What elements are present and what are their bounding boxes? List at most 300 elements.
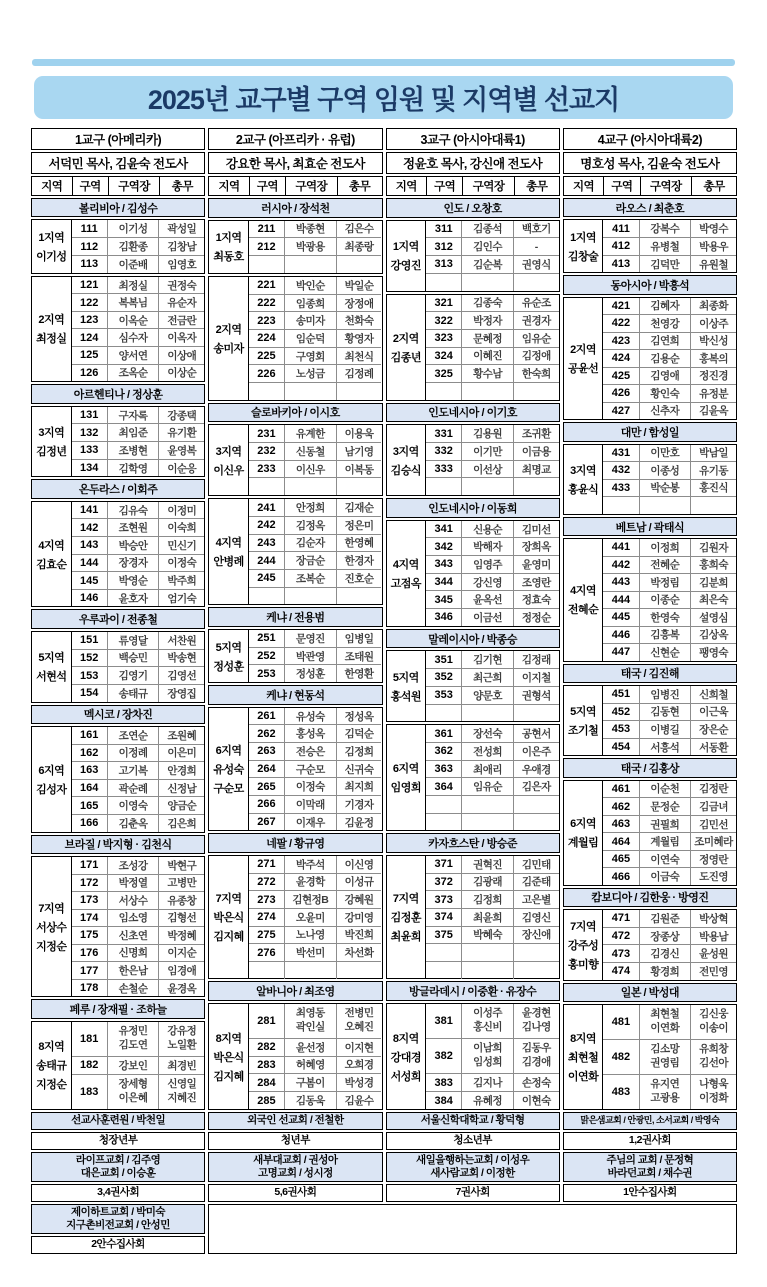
district-staff: 명호성 목사, 김윤숙 전도사 [563, 152, 737, 174]
region-label [209, 1004, 249, 1109]
zone-secretary-cell: 정진경 [699, 370, 729, 383]
cell-line: 유희창 [699, 1043, 729, 1056]
zone-number-cell: 133 [72, 442, 108, 459]
column-header-row [31, 176, 205, 196]
zone-leader-cell: 이선상 [462, 461, 514, 478]
zone-number-cell: 444 [603, 592, 639, 608]
zone-row [72, 926, 205, 944]
zone-row [249, 329, 382, 347]
region-label-line: 김정훈 [390, 912, 421, 925]
zone-row [603, 479, 736, 497]
zone-leader-cell: 구봄이 [285, 1074, 337, 1091]
region-rows [72, 502, 205, 607]
zone-row [249, 551, 382, 569]
cell-line: 홍신비 [473, 1021, 503, 1033]
footer-church-row [563, 1152, 737, 1182]
region-label-line: 김성자 [36, 783, 67, 796]
zone-secretary-cell: 백호기 [521, 223, 551, 236]
zone-row [426, 477, 559, 495]
zone-secretary-cell: 최경빈 [167, 1059, 197, 1072]
zone-secretary-cell: 진호순 [344, 572, 374, 585]
zone-secretary-cell [514, 478, 559, 495]
zone-row [426, 725, 559, 742]
region-label-line: 서현석 [36, 671, 67, 684]
zone-number-cell: 342 [426, 538, 462, 555]
cell-line: 강유정 [167, 1025, 197, 1038]
footer-line: 2안수집사회 [91, 1238, 145, 1251]
zone-leader-cell: 강보인 [108, 1057, 160, 1074]
zone-leader-cell [462, 796, 514, 813]
zone-secretary-cell: 장정애 [344, 297, 374, 310]
zone-secretary-cell: 오희경 [344, 1059, 374, 1072]
zone-row [603, 781, 736, 798]
column-header-row [563, 176, 737, 196]
cell-line: 윤경현 [521, 1007, 551, 1020]
zone-number-cell [426, 383, 462, 400]
zone-row [426, 651, 559, 668]
zone-row [426, 329, 559, 347]
zone-secretary-cell: 이용욱 [344, 428, 374, 441]
bottom-empty-box [208, 1204, 737, 1254]
zone-secretary-cell: 박주희 [167, 575, 197, 588]
zone-row [426, 382, 559, 400]
zone-number-cell: 172 [72, 875, 108, 892]
zone-row [426, 890, 559, 908]
zone-row [426, 590, 559, 608]
zone-row [72, 423, 205, 441]
zone-secretary-cell [514, 705, 559, 722]
zone-leader-cell: 이금숙 [640, 868, 692, 885]
zone-leader-cell: 김종숙 [462, 295, 514, 312]
zone-secretary-cell [159, 1075, 204, 1109]
region-group [563, 1004, 737, 1110]
zone-leader-cell: 황수남 [462, 365, 514, 382]
region-label-line: 1지역 [38, 232, 65, 245]
zone-leader-cell: 고기복 [108, 762, 160, 779]
zone-row [603, 944, 736, 962]
footer-line: 1,2권사회 [628, 1134, 671, 1147]
zone-leader-cell: 김연희 [640, 333, 692, 349]
zone-leader-cell: 박관영 [285, 648, 337, 665]
region-group [31, 631, 205, 703]
zone-row [249, 425, 382, 442]
zone-number-cell: 447 [603, 644, 639, 660]
footer-line: 라이프교회 / 김주영 [75, 1153, 161, 1166]
mission-row: 베트남 / 곽태식 [563, 517, 737, 536]
region-rows [603, 910, 736, 979]
zone-number-cell: 262 [249, 725, 285, 742]
region-rows [426, 221, 559, 291]
zone-number-cell: 177 [72, 962, 108, 979]
zone-number-cell [426, 478, 462, 495]
region-rows [249, 630, 382, 683]
zone-row [426, 668, 559, 686]
zone-number-cell: 112 [72, 238, 108, 255]
region-label [209, 708, 249, 831]
region-rows [426, 521, 559, 626]
zone-number-cell: 312 [426, 238, 462, 255]
zone-number-cell: 145 [72, 572, 108, 589]
zone-number-cell: 263 [249, 743, 285, 760]
mission-row: 태국 / 김진해 [563, 664, 737, 683]
zone-secretary-cell: 서동환 [699, 741, 729, 754]
region-group [31, 1021, 205, 1110]
zone-row [249, 255, 382, 273]
region-group [31, 219, 205, 273]
cell-line: 이정화 [699, 1091, 729, 1104]
zone-leader-cell: 박정자 [462, 312, 514, 329]
zone-number-cell: 241 [249, 499, 285, 516]
zone-row [249, 477, 382, 495]
zone-secretary-cell: 신정남 [167, 782, 197, 795]
region-label-line: 최현철 [567, 1051, 599, 1064]
zone-row [72, 727, 205, 744]
zone-secretary-cell: 김은자 [521, 781, 551, 794]
zone-leader-cell: 전성희 [462, 743, 514, 760]
zone-secretary-cell: 신희철 [699, 688, 729, 701]
zone-number-cell: 161 [72, 727, 108, 744]
zone-number-cell: 225 [249, 348, 285, 365]
region-label-line: 1지역 [570, 231, 596, 244]
region-group [386, 724, 560, 831]
zone-row [603, 402, 736, 419]
zone-number-cell: 427 [603, 403, 639, 419]
region-group [386, 424, 560, 496]
zone-number-cell: 471 [603, 910, 639, 927]
zone-leader-cell: 장경자 [108, 555, 160, 572]
zone-secretary-cell: 이옥자 [167, 332, 197, 345]
zone-secretary-cell: 최지희 [344, 781, 374, 794]
footer-line: 고명교회 / 성시정 [257, 1167, 333, 1179]
zone-row [426, 686, 559, 704]
zone-secretary-cell: 황영자 [344, 332, 374, 345]
zone-secretary-cell: 홍희숙 [699, 559, 729, 572]
zone-leader-cell: 김기현 [462, 651, 514, 668]
zone-leader-cell [285, 588, 337, 605]
cell-line: 최현철 [650, 1008, 680, 1021]
zone-leader-cell: 이기만 [462, 443, 514, 460]
zone-leader-cell: 허혜영 [285, 1057, 337, 1074]
footer-line: 제이하트교회 / 박미숙 [70, 1205, 166, 1218]
zone-leader-cell: 노나영 [285, 927, 337, 944]
zone-number-cell: 322 [426, 312, 462, 329]
zone-row [249, 664, 382, 682]
zone-row [249, 1056, 382, 1074]
region-rows [426, 651, 559, 721]
zone-number-cell: 462 [603, 798, 639, 815]
zone-secretary-cell: 천화숙 [344, 315, 374, 328]
zone-row [603, 815, 736, 833]
zone-leader-cell: 전혜순 [640, 557, 692, 573]
zone-secretary-cell [691, 497, 736, 514]
zone-row [603, 496, 736, 514]
region-label-line: 김승식 [390, 464, 421, 477]
footer-dept-row [386, 1132, 560, 1150]
zone-secretary-cell: 강종택 [167, 409, 197, 422]
zone-secretary-cell: 장은순 [699, 723, 729, 736]
zone-secretary-cell: 조영란 [521, 576, 551, 589]
zone-row [249, 347, 382, 365]
footer-line: 주님의 교회 / 문정혁 [606, 1153, 694, 1166]
zone-row [426, 364, 559, 382]
zone-leader-cell: 박정림 [640, 574, 692, 590]
zone-number-cell: 178 [72, 980, 108, 997]
region-label-line: 1지역 [215, 232, 242, 245]
region-label-line: 6지역 [570, 818, 596, 831]
zone-row [72, 554, 205, 572]
footer-society-row [386, 1184, 560, 1202]
zone-leader-cell: 최정실 [108, 277, 160, 294]
zone-row [72, 874, 205, 892]
region-label-line: 박은식 [213, 1051, 244, 1064]
zone-secretary-cell: 홍복의 [699, 352, 729, 365]
zone-number-cell [249, 478, 285, 495]
column-header-cell: 구역 [249, 177, 285, 195]
zone-leader-cell: 구순모 [285, 761, 337, 778]
zone-leader-cell: 장금순 [285, 552, 337, 569]
region-group [563, 297, 737, 420]
zone-row [603, 643, 736, 660]
zone-row [249, 908, 382, 926]
zone-secretary-cell: 김재순 [344, 502, 374, 515]
region-label [209, 221, 249, 274]
zone-row [72, 744, 205, 762]
zone-leader-cell [108, 1075, 160, 1109]
zone-leader-cell: 이막래 [285, 796, 337, 813]
zone-row [426, 537, 559, 555]
zone-secretary-cell: 이현숙 [521, 1095, 551, 1108]
region-group [31, 501, 205, 608]
region-rows [249, 1004, 382, 1109]
region-label-line: 2지역 [38, 314, 65, 327]
cell-line: 나형욱 [699, 1078, 729, 1091]
zone-leader-cell: 양문호 [462, 687, 514, 704]
zone-leader-cell [462, 944, 514, 961]
cell-line: 권영림 [650, 1056, 680, 1069]
zone-secretary-cell: 박현구 [167, 859, 197, 872]
zone-leader-cell: 복복님 [108, 294, 160, 311]
zone-secretary-cell: 최명교 [521, 463, 551, 476]
zone-leader-cell: 김현정B [285, 891, 337, 908]
zone-row [72, 255, 205, 273]
zone-row [72, 961, 205, 979]
zone-row [603, 539, 736, 555]
zone-secretary-cell: 윤영복 [167, 444, 197, 457]
region-label [387, 295, 427, 400]
zone-number-cell: 381 [426, 1004, 462, 1038]
zone-number-cell: 283 [249, 1057, 285, 1074]
zone-number-cell: 123 [72, 312, 108, 329]
cell-line: 곽인실 [295, 1020, 325, 1033]
region-group [386, 520, 560, 627]
mission-row: 알바니아 / 최조영 [208, 981, 382, 1001]
zone-row [603, 962, 736, 980]
cell-line: 고광용 [650, 1091, 680, 1104]
district-name: 2교구 (아프리카 · 유럽) [208, 128, 382, 150]
zone-row [72, 536, 205, 554]
zone-secretary-cell: 김윤옥 [699, 405, 729, 418]
zone-number-cell: 111 [72, 220, 108, 237]
zone-leader-cell: 신추자 [640, 403, 692, 419]
zone-secretary-cell: 신귀숙 [344, 763, 374, 776]
zone-leader-cell: 임순덕 [285, 330, 337, 347]
region-label [387, 725, 427, 830]
region-group [386, 1003, 560, 1110]
zone-number-cell: 252 [249, 648, 285, 665]
zone-leader-cell: 정성훈 [285, 665, 337, 682]
region-group [31, 406, 205, 478]
region-rows [603, 539, 736, 660]
cell-line: 최영동 [295, 1007, 325, 1020]
zone-number-cell: 431 [603, 445, 639, 462]
region-label-line: 4지역 [38, 539, 65, 552]
region-label-line: 서성희 [390, 1070, 421, 1083]
zone-leader-cell: 이종순 [640, 592, 692, 608]
region-label-line: 2지역 [215, 323, 242, 336]
zone-row [249, 460, 382, 478]
zone-number-cell: 432 [603, 462, 639, 479]
footer-line: 새일을행하는교회 / 이성우 [415, 1153, 530, 1166]
zone-row [426, 255, 559, 273]
region-rows [72, 1022, 205, 1109]
zone-leader-cell: 김광래 [462, 874, 514, 891]
zone-leader-cell: 계월림 [640, 833, 692, 850]
column-header-row [208, 176, 382, 196]
zone-secretary-cell: 이상애 [167, 349, 197, 362]
zone-row [426, 961, 559, 979]
zone-leader-cell: 김덕만 [640, 256, 692, 273]
zone-leader-cell [640, 497, 692, 514]
zone-row [426, 1004, 559, 1038]
zone-leader-cell: 임영주 [462, 556, 514, 573]
region-label [387, 425, 427, 495]
zone-row [603, 298, 736, 314]
zone-number-cell: 351 [426, 651, 462, 668]
zone-leader-cell: 신초연 [108, 927, 160, 944]
zone-row [72, 502, 205, 519]
column-header-cell: 지역 [395, 181, 417, 193]
zone-secretary-cell: 홍진식 [699, 482, 729, 495]
region-label-line: 6지역 [392, 763, 419, 776]
zone-number-cell: 423 [603, 333, 639, 349]
zone-row [72, 237, 205, 255]
region-label-line: 김정년 [36, 446, 67, 459]
zone-row [249, 873, 382, 891]
zone-leader-cell: 구자록 [108, 407, 160, 424]
region-rows [426, 856, 559, 979]
mission-row: 태국 / 김홍상 [563, 758, 737, 777]
zone-number-cell: 284 [249, 1074, 285, 1091]
mission-row: 방글라데시 / 이중환 · 유장수 [386, 981, 560, 1001]
zone-row [603, 910, 736, 927]
zone-row [426, 1038, 559, 1073]
zone-leader-cell: 이금선 [462, 609, 514, 626]
main-table [31, 128, 737, 1254]
zone-secretary-cell: 임영호 [167, 258, 197, 271]
mission-row: 우루과이 / 전종철 [31, 609, 205, 628]
zone-number-cell: 412 [603, 238, 639, 255]
footer-line: 외국인 선교회 / 전철한 [247, 1114, 344, 1127]
zone-row [426, 295, 559, 312]
region-rows [249, 425, 382, 495]
cell-line: 전병민 [344, 1007, 374, 1020]
zone-secretary-cell: 김형선 [167, 912, 197, 925]
zone-leader-cell: 김경신 [640, 945, 692, 962]
mission-row: 카자흐스탄 / 방승준 [386, 833, 560, 853]
zone-number-cell: 173 [72, 892, 108, 909]
zone-row [603, 927, 736, 945]
zone-row [426, 1091, 559, 1109]
region-group [563, 780, 737, 886]
zone-number-cell: 122 [72, 294, 108, 311]
zone-leader-cell: 권혁진 [462, 856, 514, 873]
footer-line: 7권사회 [455, 1186, 490, 1199]
column-header-cell: 구역 [603, 177, 639, 195]
zone-leader-cell [640, 1040, 692, 1074]
mission-row: 케냐 / 전용범 [208, 607, 382, 627]
zone-number-cell [426, 796, 462, 813]
footer-church-row [208, 1152, 382, 1182]
region-rows [426, 425, 559, 495]
zone-number-cell: 222 [249, 295, 285, 312]
zone-leader-cell: 박승안 [108, 537, 160, 554]
zone-number-cell: 474 [603, 963, 639, 980]
zone-row [426, 908, 559, 926]
zone-secretary-cell: 이금용 [521, 445, 551, 458]
region-group [563, 444, 737, 515]
zone-secretary-cell: 김상옥 [699, 629, 729, 642]
zone-secretary-cell: 임유순 [521, 332, 551, 345]
zone-leader-cell: 김순복 [462, 256, 514, 273]
zone-secretary-cell: 공현서 [521, 728, 551, 741]
zone-row [72, 857, 205, 874]
region-label-line: 3지역 [392, 445, 419, 458]
zone-row [249, 760, 382, 778]
zone-leader-cell: 서상수 [108, 892, 160, 909]
zone-row [249, 294, 382, 312]
mission-row: 대만 / 함성일 [563, 422, 737, 441]
region-label-line: 7지역 [38, 902, 65, 915]
zone-secretary-cell: 권경자 [521, 315, 551, 328]
zone-secretary-cell: 조원혜 [167, 729, 197, 742]
region-label-line: 임영희 [390, 782, 421, 795]
zone-row [249, 890, 382, 908]
zone-number-cell: 244 [249, 552, 285, 569]
cell-line: 김신웅 [699, 1008, 729, 1021]
zone-row [249, 813, 382, 831]
zone-secretary-cell: 조귀환 [521, 428, 551, 441]
cell-line: 유정민 [118, 1025, 148, 1038]
zone-number-cell: 353 [426, 687, 462, 704]
mission-row: 온두라스 / 이회주 [31, 479, 205, 498]
zone-row [426, 873, 559, 891]
zone-secretary-cell: 윤성원 [699, 948, 729, 961]
zone-row [249, 1038, 382, 1056]
footer-line: 맑은샘교회 / 안광민, 소서교회 / 박영숙 [580, 1115, 720, 1126]
footer-society-row [208, 1184, 382, 1202]
region-group [386, 294, 560, 401]
zone-row [426, 425, 559, 442]
district-staff: 서덕민 목사, 김윤숙 전도사 [31, 152, 205, 174]
region-label-line: 홍미향 [567, 958, 599, 971]
zone-leader-cell: 김원준 [640, 910, 692, 927]
zone-row [603, 384, 736, 401]
zone-row [72, 293, 205, 311]
zone-leader-cell: 이만호 [640, 445, 692, 462]
zone-leader-cell: 김동현 [640, 704, 692, 721]
mission-row: 인도 / 오창호 [386, 198, 560, 218]
zone-row [426, 555, 559, 573]
